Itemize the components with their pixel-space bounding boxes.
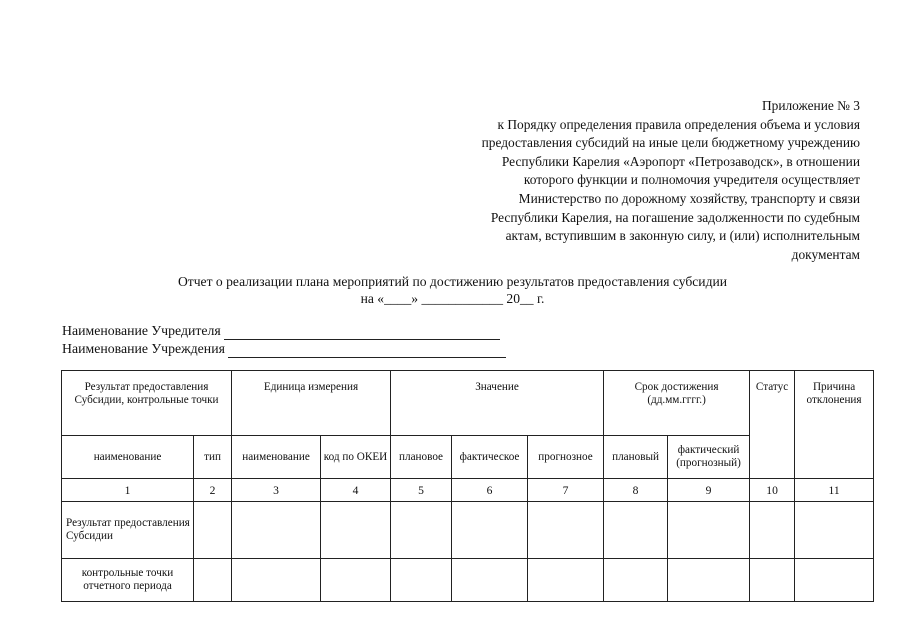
appendix-header	[420, 97, 860, 264]
appendix-line: актам, вступившим в законную силу, и (или) исполнительным	[505, 228, 860, 244]
table-cell[interactable]	[232, 559, 321, 602]
subheader-value-forecast: прогнозное	[528, 436, 604, 479]
column-number: 10	[750, 479, 795, 502]
column-number: 1	[62, 479, 194, 502]
appendix-line: документам	[791, 246, 860, 262]
table-cell[interactable]	[452, 559, 528, 602]
header-value: Значение	[391, 371, 604, 436]
subheader-deadline-actual: фактический (прогнозный)	[668, 436, 750, 479]
subheader-deadline-planned: плановый	[604, 436, 668, 479]
report-date-line: на «____» ____________ 20__ г.	[360, 291, 545, 306]
appendix-line: Республики Карелия «Аэропорт «Петрозаводск», в отношении	[501, 153, 860, 169]
table-cell[interactable]	[232, 502, 321, 559]
subheader-value-actual: фактическое	[452, 436, 528, 479]
column-number: 3	[232, 479, 321, 502]
appendix-line: Приложение № 3	[761, 98, 860, 113]
column-number: 8	[604, 479, 668, 502]
appendix-line: к Порядку определения правила определения объема и условия	[497, 116, 860, 132]
table-cell[interactable]	[321, 559, 391, 602]
header-result: Результат предоставления Субсидии, контрольные точки	[62, 371, 232, 436]
table-cell[interactable]	[452, 502, 528, 559]
table-cell[interactable]	[795, 502, 874, 559]
appendix-line: Министерство по дорожному хозяйству, транспорту и связи	[518, 190, 860, 206]
table-cell[interactable]	[750, 559, 795, 602]
table-cell[interactable]	[750, 502, 795, 559]
subheader-value-planned: плановое	[391, 436, 452, 479]
column-number: 11	[795, 479, 874, 502]
report-table	[61, 370, 874, 602]
table-cell[interactable]	[604, 559, 668, 602]
header-unit: Единица измерения	[232, 371, 391, 436]
subheader-result-type: тип	[194, 436, 232, 479]
column-number: 2	[194, 479, 232, 502]
table-cell[interactable]	[194, 559, 232, 602]
table-cell[interactable]	[194, 502, 232, 559]
table-cell[interactable]	[528, 502, 604, 559]
header-status: Статус	[750, 371, 795, 479]
table-row	[62, 559, 874, 602]
table-cell[interactable]	[668, 559, 750, 602]
table-cell[interactable]	[391, 559, 452, 602]
appendix-line: которого функции и полномочия учредителя осуществляет	[523, 172, 860, 188]
appendix-line: предоставления субсидий на иные цели бюджетному учреждению	[481, 135, 860, 151]
organizations	[62, 322, 506, 358]
institution-line	[62, 340, 506, 358]
institution-label: Наименование Учреждения	[62, 341, 225, 356]
header-reason: Причина отклонения	[795, 371, 874, 479]
table-row	[62, 502, 874, 559]
column-number: 5	[391, 479, 452, 502]
subheader-unit-okei: код по ОКЕИ	[321, 436, 391, 479]
founder-label: Наименование Учредителя	[62, 323, 221, 338]
row-label-checkpoints: контрольные точки отчетного периода	[62, 559, 194, 602]
founder-blank[interactable]	[224, 325, 500, 340]
table-cell[interactable]	[321, 502, 391, 559]
founder-line	[62, 322, 506, 340]
column-number: 7	[528, 479, 604, 502]
column-number: 9	[668, 479, 750, 502]
report-title-line: Отчет о реализации плана мероприятий по достижению результатов предоставления субсидии	[177, 274, 728, 289]
column-number: 4	[321, 479, 391, 502]
table-cell[interactable]	[604, 502, 668, 559]
column-number: 6	[452, 479, 528, 502]
appendix-line: Республики Карелия, на погашение задолженности по судебным	[490, 209, 860, 225]
institution-blank[interactable]	[228, 343, 506, 358]
subheader-unit-name: наименование	[232, 436, 321, 479]
header-deadline: Срок достижения (дд.мм.гггг.)	[604, 371, 750, 436]
table-cell[interactable]	[391, 502, 452, 559]
row-label-result: Результат предоставления Субсидии	[62, 502, 194, 559]
subheader-result-name: наименование	[62, 436, 194, 479]
table-cell[interactable]	[795, 559, 874, 602]
table-cell[interactable]	[528, 559, 604, 602]
table-cell[interactable]	[668, 502, 750, 559]
report-title	[0, 273, 905, 307]
